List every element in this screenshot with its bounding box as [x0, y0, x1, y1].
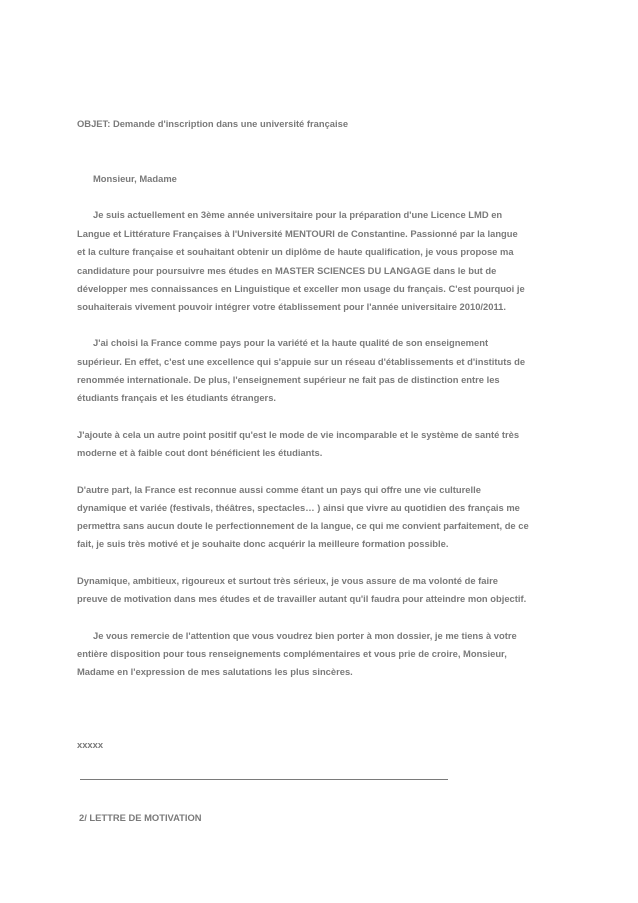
paragraph-line: J'ajoute à cela un autre point positif qu'est le mode de vie incomparable et le système de santé très	[77, 429, 520, 440]
paragraph-line: permettra sans aucun doute le perfectionnement de la langue, ce qui me convient parfaitement, de ce	[77, 520, 529, 531]
paragraph-line: candidature pour poursuivre mes études en MASTER SCIENCES DU LANGAGE dans le but de	[77, 265, 497, 276]
paragraph-line: fait, je suis très motivé et je souhaite donc acquérir la meilleure formation possible.	[77, 538, 449, 549]
paragraph-line: et la culture française et souhaitant obtenir un diplôme de haute qualification, je vous propose ma	[77, 246, 514, 257]
paragraph-line: moderne et à faible cout dont bénéficient les étudiants.	[77, 447, 323, 458]
paragraph-line: entière disposition pour tous renseignements complémentaires et vous prie de croire, Monsieur,	[77, 648, 507, 659]
letter-salutation: Monsieur, Madame	[93, 173, 177, 184]
paragraph-line: D'autre part, la France est reconnue aussi comme étant un pays qui offre une vie culturelle	[77, 484, 481, 495]
signature: xxxxx	[77, 739, 104, 750]
paragraph-line: Madame en l'expression de mes salutations les plus sincères.	[77, 666, 353, 677]
paragraph-line: supérieur. En effet, c'est une excellence qui s'appuie sur un réseau d'établissements et d'instituts de	[77, 356, 526, 367]
next-section-heading: 2/ LETTRE DE MOTIVATION	[79, 812, 202, 823]
paragraph-line: Je vous remercie de l'attention que vous voudrez bien porter à mon dossier, je me tiens à votre	[93, 630, 517, 641]
paragraph-line: Je suis actuellement en 3ème année universitaire pour la préparation d'une Licence LMD en	[93, 209, 503, 220]
paragraph-line: J'ai choisi la France comme pays pour la variété et la haute qualité de son enseignement	[93, 337, 489, 348]
paragraph-line: Dynamique, ambitieux, rigoureux et surtout très sérieux, je vous assure de ma volonté de faire	[77, 575, 498, 586]
paragraph-line: souhaiterais vivement pouvoir intégrer votre établissement pour l'année universitaire 2010/2011.	[77, 301, 506, 312]
paragraph-line: preuve de motivation dans mes études et de travailler autant qu'il faudra pour atteindre mon objectif.	[77, 593, 527, 604]
paragraph-line: développer mes connaissances en Linguistique et exceller mon usage du français. C'est pourquoi je	[77, 283, 525, 294]
letter-subject: OBJET: Demande d'inscription dans une université française	[77, 118, 349, 129]
horizontal-divider	[80, 779, 448, 780]
paragraph-line: étudiants français et les étudiants étrangers.	[77, 392, 277, 403]
paragraph-line: dynamique et variée (festivals, théâtres, spectacles… ) ainsi que vivre au quotidien des français me	[77, 502, 520, 513]
paragraph-line: Langue et Littérature Françaises à l'Université MENTOURI de Constantine. Passionné par la langue	[77, 228, 518, 239]
paragraph-line: renommée internationale. De plus, l'enseignement supérieur ne fait pas de distinction entre les	[77, 374, 500, 385]
